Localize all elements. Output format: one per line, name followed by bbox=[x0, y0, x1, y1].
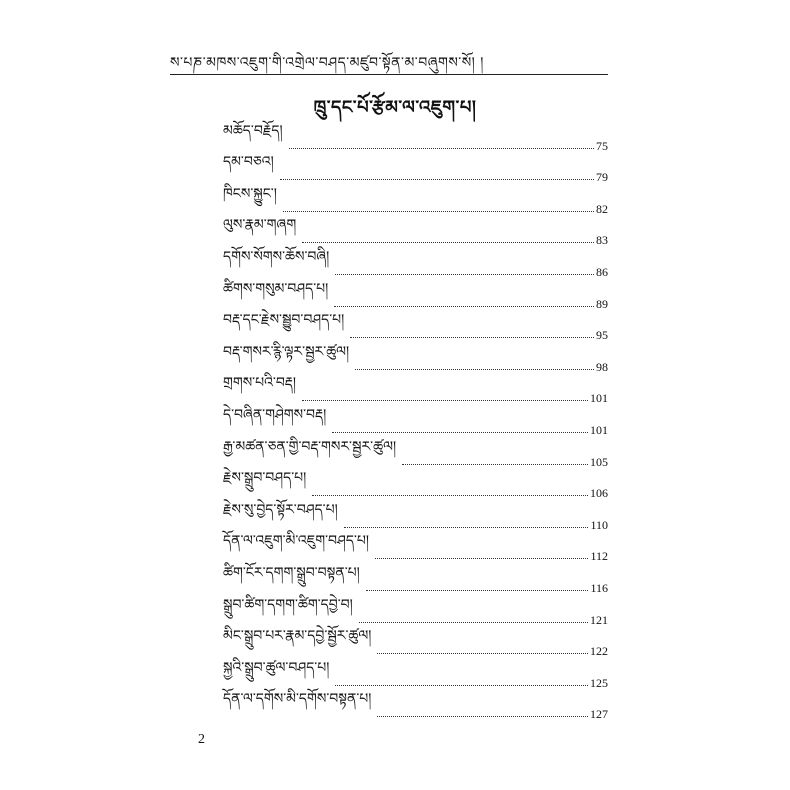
toc-entry-page: 116 bbox=[590, 580, 608, 595]
toc-entry-page: 101 bbox=[590, 391, 608, 406]
toc-entry-title: སྒྲུབ་ཚིག་དགག་ཚིག་དབྱེ་བ། bbox=[223, 596, 353, 613]
toc-entry-page: 86 bbox=[596, 264, 608, 279]
toc-entry-page: 75 bbox=[596, 138, 608, 153]
dot-leader bbox=[289, 148, 594, 149]
toc-entry-title: དགོས་སོགས་ཆོས་བཞི། bbox=[223, 248, 330, 265]
toc-entry[interactable] bbox=[223, 122, 608, 154]
dot-leader bbox=[402, 464, 588, 465]
dot-leader bbox=[377, 716, 588, 717]
running-head: ས་པཎ་མཁས་འཇུག་གི་འགྲེལ་བཤད་མཛུབ་སྟོན་མ་བཞུགས་སོ། ། bbox=[170, 55, 484, 71]
toc-entry-page: 110 bbox=[590, 517, 608, 532]
toc-entry-page: 83 bbox=[596, 233, 608, 248]
dot-leader bbox=[355, 369, 594, 370]
toc-entry-page: 95 bbox=[596, 328, 608, 343]
toc-entry-page: 101 bbox=[590, 422, 608, 437]
dot-leader bbox=[375, 558, 588, 559]
dot-leader bbox=[334, 306, 594, 307]
toc-entry-title: སྐྱའི་སྒྲུབ་ཚུལ་བཤད་པ། bbox=[223, 659, 330, 676]
toc-entry-page: 106 bbox=[590, 486, 608, 501]
toc-entry-title: ལུས་རྣམ་གཞག bbox=[223, 217, 297, 234]
dot-leader bbox=[359, 622, 588, 623]
toc-entry-title: རྗེས་སུ་བྱེད་སྟོར་བཤད་པ། bbox=[223, 501, 338, 518]
toc-entry-title: དོན་ལ་དགོས་མི་དགོས་བསྟན་པ། bbox=[223, 691, 372, 708]
toc-entry-page: 122 bbox=[590, 644, 608, 659]
dot-leader bbox=[377, 653, 588, 654]
dot-leader bbox=[280, 179, 594, 180]
toc-entry-title: དམ་བཅའ། bbox=[223, 154, 274, 171]
toc-entry-page: 105 bbox=[590, 454, 608, 469]
toc-entry-title: དེ་བཞིན་གཤེགས་བརྡ། bbox=[223, 406, 327, 423]
toc-entry-title: མིང་སྒྲུབ་པར་རྣམ་དབྱེ་སྦྱོར་ཚུལ། bbox=[223, 628, 372, 645]
dot-leader bbox=[312, 495, 588, 496]
dot-leader bbox=[335, 274, 594, 275]
toc-entry-page: 121 bbox=[590, 612, 608, 627]
toc-entry-title: རྒྱ་མཚན་ཅན་གྱི་བརྡ་གསར་སྦྱར་ཚུལ། bbox=[223, 438, 397, 455]
toc-entry-title: ཚིག་ངོར་དགག་སྒྲུབ་བསྟན་པ། bbox=[223, 564, 360, 581]
toc-entry-page: 79 bbox=[596, 170, 608, 185]
toc-entry-title: དོན་ལ་འཇུག་མི་འཇུག་བཤད་པ། bbox=[223, 533, 369, 550]
toc-entry-title: ཁིངས་སྐྱུང་། bbox=[223, 185, 277, 202]
toc-title: ཁྲུ་དང་པོ་རྩོམ་ལ་འཇུག་པ། bbox=[313, 97, 477, 118]
toc-entry-title: རྗེས་སྒྲུབ་བཤད་པ། bbox=[223, 470, 307, 487]
toc-entry-page: 89 bbox=[596, 296, 608, 311]
toc-entry-page: 98 bbox=[596, 359, 608, 374]
toc-entry-title: མཆོད་བརྗོད། bbox=[223, 122, 283, 139]
toc-entry-page: 125 bbox=[590, 675, 608, 690]
toc-entry-title: བརྡ་དང་རྗེས་སྦྱུབ་བཤད་པ། bbox=[223, 312, 345, 329]
toc-entry[interactable] bbox=[223, 691, 608, 723]
page-number: 2 bbox=[198, 732, 205, 747]
header-rule bbox=[170, 74, 608, 75]
dot-leader bbox=[366, 590, 589, 591]
toc-entry-page: 112 bbox=[590, 549, 608, 564]
dot-leader bbox=[302, 400, 588, 401]
toc-entry-title: ཚིགས་གསུམ་བཤད་པ། bbox=[223, 280, 329, 297]
dot-leader bbox=[283, 211, 594, 212]
toc-entry-page: 127 bbox=[590, 707, 608, 722]
toc-entry-title: བརྡ་གསར་རྙི་ལྟར་སྦྱར་ཚུལ། bbox=[223, 343, 350, 360]
dot-leader bbox=[302, 242, 594, 243]
toc-entry-page: 82 bbox=[596, 201, 608, 216]
dot-leader bbox=[344, 527, 589, 528]
toc-entry-title: གྲགས་པའི་བརྡ། bbox=[223, 375, 297, 392]
table-of-contents bbox=[223, 122, 608, 722]
dot-leader bbox=[350, 337, 594, 338]
